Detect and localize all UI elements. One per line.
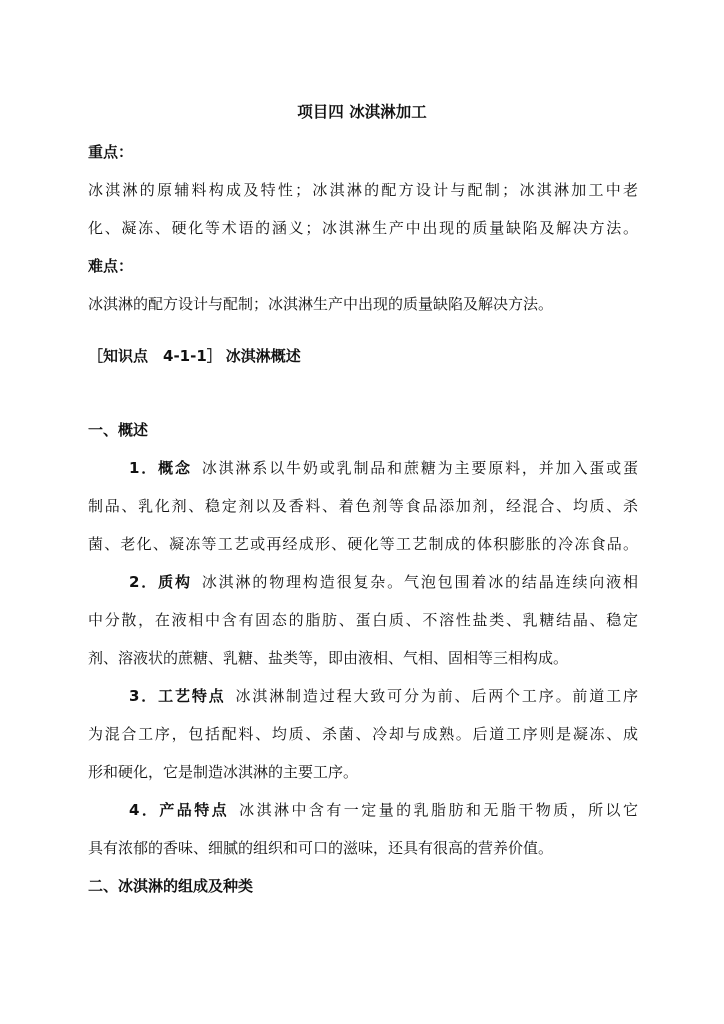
difficult-points-heading: 难点： bbox=[88, 257, 134, 275]
knowledge-point-heading bbox=[88, 346, 638, 366]
concept-paragraph-line-1 bbox=[129, 458, 638, 478]
product-label: 4．产品特点 bbox=[129, 801, 230, 819]
concept-paragraph-line-3: 菌、老化、凝冻等工艺或再经成形、硬化等工艺制成的体积膨胀的冷冻食品。 bbox=[88, 535, 638, 553]
structure-paragraph-line-2: 中分散，在液相中含有固态的脂肪、蛋白质、不溶性盐类、乳糖结晶、稳定 bbox=[88, 611, 638, 629]
product-paragraph-line-1 bbox=[129, 800, 638, 820]
section-2-heading: 二、冰淇淋的组成及种类 bbox=[88, 877, 254, 895]
concept-paragraph-line-2: 制品、乳化剂、稳定剂以及香料、着色剂等食品添加剂，经混合、均质、杀 bbox=[88, 497, 638, 515]
process-label: 3．工艺特点 bbox=[129, 687, 226, 705]
product-paragraph-line-2: 具有浓郁的香味、细腻的组织和可口的滋味，还具有很高的营养价值。 bbox=[88, 839, 554, 857]
process-paragraph-line-1 bbox=[129, 686, 638, 706]
process-paragraph-line-3: 形和硬化，它是制造冰淇淋的主要工序。 bbox=[88, 763, 359, 781]
knowledge-point-title: 冰淇淋概述 bbox=[225, 347, 301, 365]
key-points-heading: 重点： bbox=[88, 143, 134, 161]
concept-text: 冰淇淋系以牛奶或乳制品和蔗糖为主要原料，并加入蛋或蛋 bbox=[201, 459, 638, 477]
concept-label: 1．概念 bbox=[129, 459, 192, 477]
product-text: 冰淇淋中含有一定量的乳脂肪和无脂干物质，所以它 bbox=[239, 801, 638, 819]
process-paragraph-line-2: 为混合工序，包括配料、均质、杀菌、冷却与成熟。后道工序则是凝冻、成 bbox=[88, 725, 638, 743]
difficult-points-text-line-1: 冰淇淋的配方设计与配制；冰淇淋生产中出现的质量缺陷及解决方法。 bbox=[88, 295, 554, 313]
section-1-heading: 一、概述 bbox=[88, 421, 149, 439]
process-text: 冰淇淋制造过程大致可分为前、后两个工序。前道工序 bbox=[235, 687, 638, 705]
key-points-text-line-2: 化、凝冻、硬化等术语的涵义；冰淇淋生产中出现的质量缺陷及解决方法。 bbox=[88, 219, 638, 237]
structure-label: 2．质构 bbox=[129, 573, 192, 591]
knowledge-point-tag: ［知识点 4-1-1］ bbox=[88, 347, 222, 365]
structure-paragraph-line-1 bbox=[129, 572, 638, 592]
page-title: 项目四 冰淇淋加工 bbox=[297, 103, 427, 121]
key-points-text-line-1: 冰淇淋的原辅料构成及特性；冰淇淋的配方设计与配制；冰淇淋加工中老 bbox=[88, 181, 638, 199]
structure-text: 冰淇淋的物理构造很复杂。气泡包围着冰的结晶连续向液相 bbox=[201, 573, 638, 591]
structure-paragraph-line-3: 剂、溶液状的蔗糖、乳糖、盐类等，即由液相、气相、固相等三相构成。 bbox=[88, 649, 569, 667]
